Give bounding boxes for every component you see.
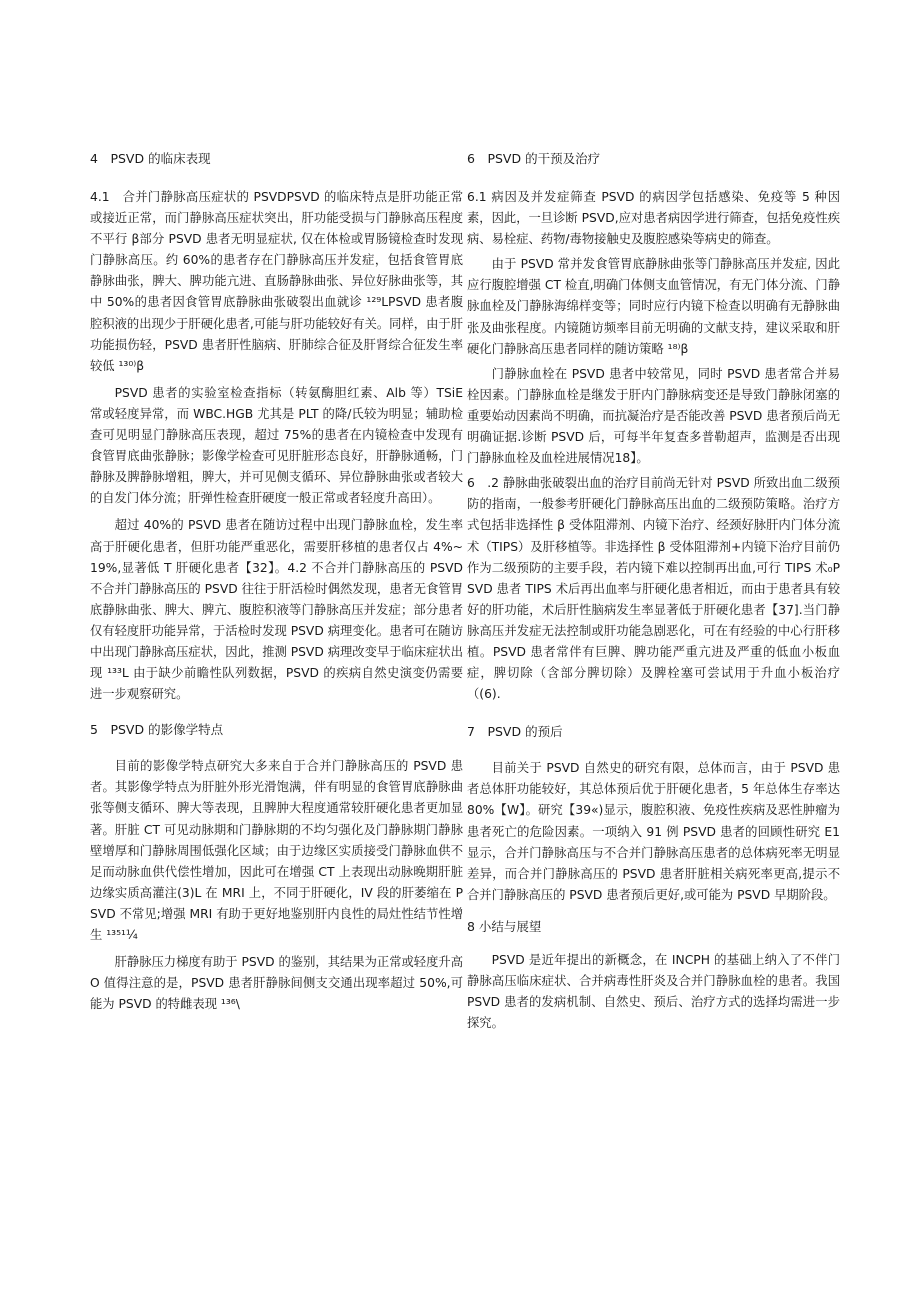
left-column [90,150,463,1015]
section-6-endoscopy-paragraph: 由于 PSVD 常并发食管胃底静脉曲张等门静脉高压并发症, 因此应行腹腔增强 CT 检直,明确门体侧支血管情况，有无门体分流、门静脉血栓及门静脉海绵样变等；同时应行内镜下检查以明确有无静脉曲张及曲张程度。内镜随访频率目前无明确的文献支持，建议采取和肝硬化门静脉高压患者同样的随访策略 ¹⁸⁾β [467,257,840,356]
section-8-summary-paragraph: PSVD 是近年提出的新概念，在 INCPH 的基础上纳入了不伴门静脉高压临床症状、合并病毒性肝炎及合并门静脉血栓的患者。我国 PSVD 患者的发病机制、自然史、预后、治疗方式的选择均需进一步探究。 [467,952,840,1031]
section-6-thrombosis-paragraph: 门静脉血栓在 PSVD 患者中较常见，同时 PSVD 患者常合并易栓因素。门静脉血栓是继发于肝内门静脉病变还是导致门静脉闭塞的重要始动因素尚不明确，而抗凝治疗是否能改善 PSVD 患者预后尚无明确证据.诊断 PSVD 后，可每半年复查多普勒超声，监测是否出现门静脉血栓及血栓进展情况18】。 [467,366,840,466]
section-5-imaging-paragraph: 目前的影像学特点研究大多来自于合并门静脉高压的 PSVD 患者。其影像学特点为肝脏外形光滑饱满，伴有明显的食管胃底静脉曲张等侧支循环、脾大等表现，且脾肿大程度通常较肝硬化患者更加显著。肝脏 CT 可见动脉期和门静脉期的不均匀强化及门静脉期门静脉壁增厚和门静脉周围低强化区域；由于边缘区实质接受门静脉血供不足而动脉血供代偿性增加，因此可在增强 CT 上表现出动脉晚期肝脏边缘实质高灌注(3)L 在 MRI 上，不同于肝硬化，IV 段的肝萎缩在 PSVD 不常见;增强 MRI 有助于更好地鉴别肝内良性的局灶性结节性增生 ¹³⁵¹¼ [90,759,463,942]
section-7-prognosis-paragraph: 目前关于 PSVD 自然史的研究有限，总体而言，由于 PSVD 患者总体肝功能较好，其总体预后优于肝硬化患者，5 年总体生存率达 80%【W】。研究【39«)显示，腹腔积液、免疫性疾病及恶性肿瘤为患者死亡的危险因素。一项纳入 91 例 PSVD 患者的回顾性研究 E1 显示，合并门静脉高压与不合并门静脉高压患者的总体病死率无明显差异，而合并门静脉高压的 PSVD 患者肝脏相关病死率更高,提示不合并门静脉高压的 PSVD 患者预后更好,或可能为 PSVD 早期阶段。 [467,761,840,902]
section-4-1-paragraph: 4.1 合并门静脉高压症状的 PSVDPSVD 的临床特点是肝功能正常或接近正常，而门静脉高压症状突出，肝功能受损与门静脉高压程度不平行 β部分 PSVD 患者无明显症状, 仅在体检或胃肠镜检查时发现门静脉高压。约 60%的患者存在门静脉高压并发症，包括食管胃底静脉曲张，脾大、脾功能亢进、直肠静脉曲张、异位好脉曲张等，其中 50%的患者因食管胃底静脉曲张破裂出血就诊 ¹²⁹LPSVD 患者腹腔积液的出现少于肝硬化患者,可能与肝功能较好有关。同样，由于肝功能损伤轻，PSVD 患者肝性脑病、肝肺综合征及肝肾综合征发生率较低 ¹³⁰⁾β [90,190,463,373]
section-6-heading: 6 PSVD 的干预及治疗 [467,151,601,166]
section-4-lab-paragraph: PSVD 患者的实验室检查指标（转氨酶胆红素、Alb 等）TSiE 常或轻度异常，而 WBC.HGB 尤其是 PLT 的降/氏较为明显；辅助检查可见明显门静脉高压表现，超过 75%的患者在内镜检查中发现有食管胃底曲张静脉；影像学检查可见肝脏形态良好，肝静脉通畅，门静脉及脾静脉增粗，脾大，并可见侧支循环、异位静脉曲张或者较大的自发门体分流；肝弹性检查肝硬度一般正常或者轻度升高田）。 [90,385,463,506]
section-7-heading: 7 PSVD 的预后 [467,724,563,740]
right-column [467,150,840,1034]
section-6-2-paragraph: 6 .2 静脉曲张破裂出血的治疗目前尚无针对 PSVD 所致出血二级预防的指南，一般参考肝硬化门静脉高压出血的二级预防策略。治疗方式包括非选择性 β 受体阻滞剂、内镜下治疗、经颈好脉肝内门体分流术（TIPS）及肝移植等。非选择性 β 受体阻滞剂+内镜下治疗目前仍作为二级预防的主要手段，若内镜下难以控制再出血,可行 TIPS 术₀PSVD 患者 TIPS 术后再出血率与肝硬化患者相近，而由于患者具有较好的肝功能，术后肝性脑病发生率显著低于肝硬化患者【37].当门静脉高压并发症无法控制或肝功能急剧恶化，可在有经验的中心行肝移植。PSVD 患者常伴有巨脾、脾功能严重亢进及严重的低血小板血症，脾切除（含部分脾切除）及脾栓塞可尝试用于升血小板治疗（(6). [467,476,840,702]
section-5-hvpg-paragraph: 肝静脉压力梯度有助于 PSVD 的鉴别，其结果为正常或轻度升高 O 值得注意的是，PSVD 患者肝静脉间侧支交通出现率超过 50%,可能为 PSVD 的特雌表现 ¹³⁶\ [90,955,463,1012]
section-5-heading: 5 PSVD 的影像学特点 [90,722,224,738]
section-6-1-paragraph: 6.1 病因及并发症筛查 PSVD 的病因学包括感染、免疫等 5 种因素，因此，一旦诊断 PSVD,应对患者病因学进行筛查，包括免疫性疾病、易栓症、药物/毒物接触史及腹腔感染等病史的筛查。 [467,190,840,247]
section-8-heading: 8 小结与展望 [467,918,542,934]
section-4-heading: 4 PSVD 的临床表现 [90,151,211,166]
section-4-2-paragraph: 超过 40%的 PSVD 患者在随访过程中出现门静脉血栓，发生率高于肝硬化患者，但肝功能严重恶化，需要肝移植的患者仅占 4%~19%,显著低 T 肝硬化患者【32】。4.2 不合并门静脉高压的 PSVD 不合并门静脉高压的 PSVD 往往于肝活检时偶然发现，患者无食管胃底静脉曲张、脾大、脾亢、腹腔积液等门静脉高压并发症；部分患者仅有轻度肝功能异常，于活检时发现 PSVD 病理变化。患者可在随访中出现门静脉高压症状，因此，推测 PSVD 病理改变早于临床症状出现 ¹³³L 由于缺少前瞻性队列数据，PSVD 的疾病自然史演变仍需要进一步观察研究。 [90,518,463,702]
